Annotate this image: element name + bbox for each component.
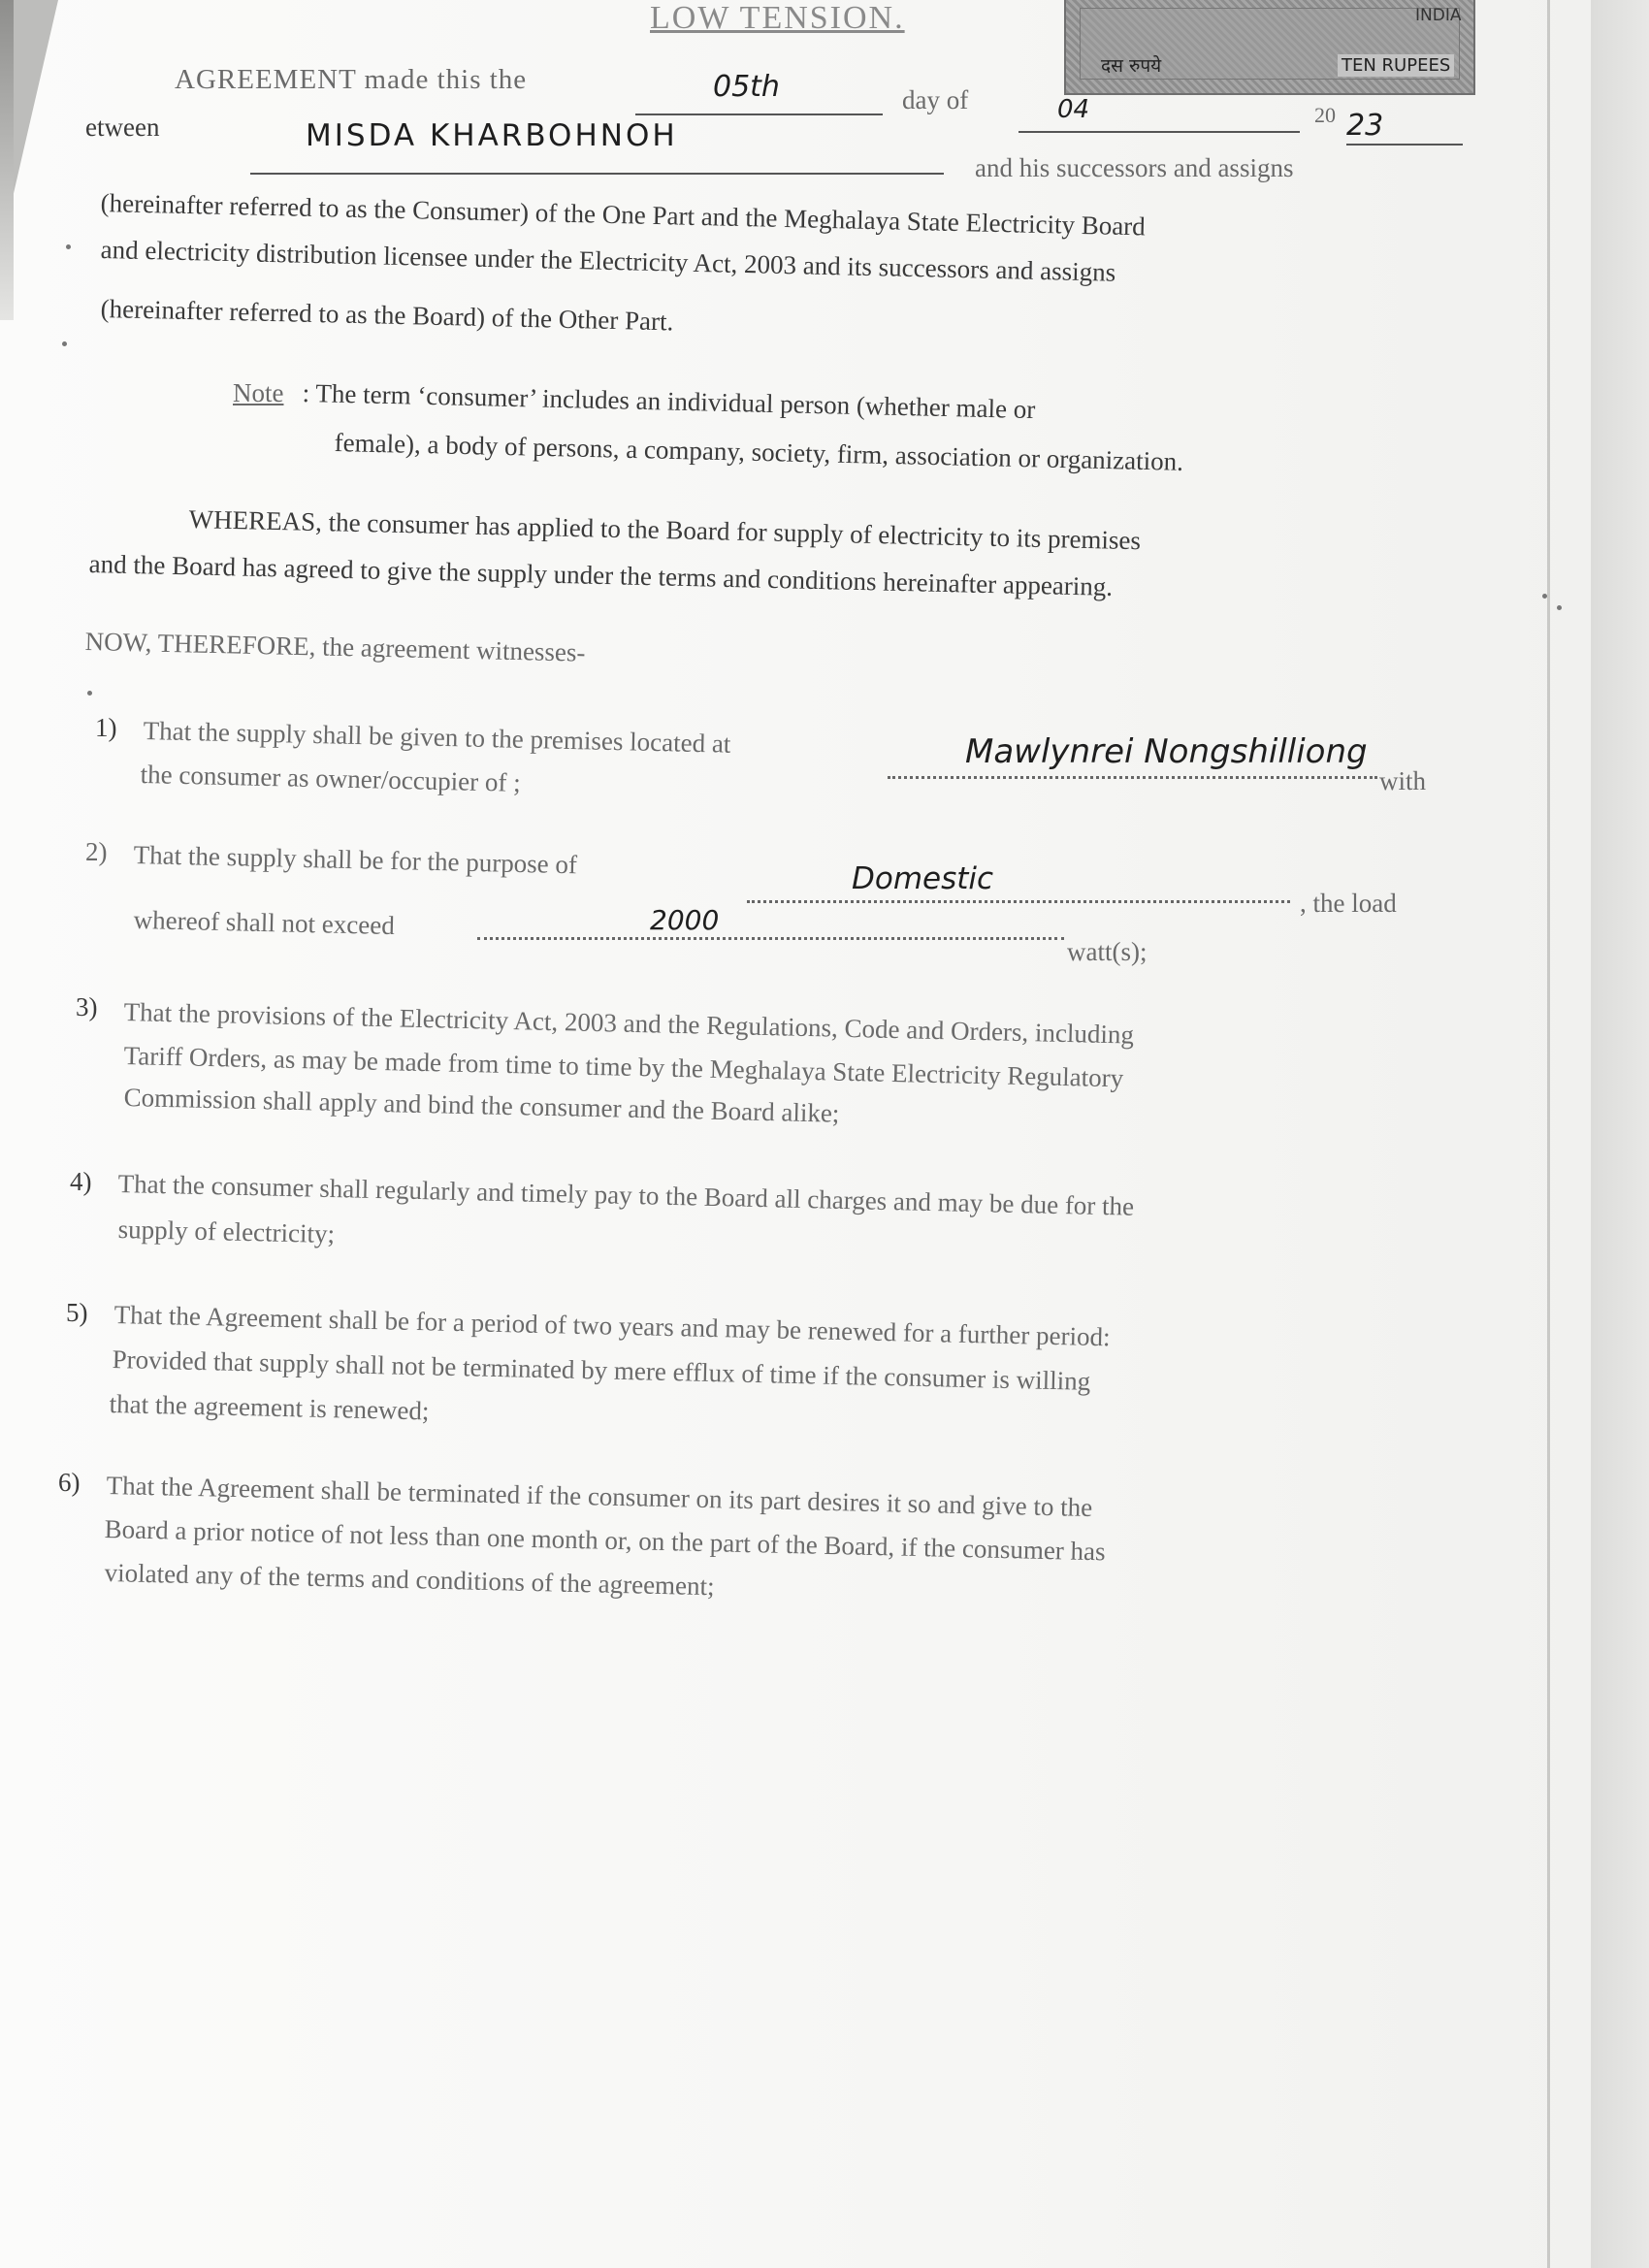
purpose-dotted-line (747, 900, 1290, 903)
clause-6-line-1: That the Agreement shall be terminated if the consumer on its part desires it so and give to the (106, 1471, 1093, 1523)
scan-speck (1542, 594, 1547, 599)
consumer-name-line (250, 173, 944, 175)
clause-5-line-1: That the Agreement shall be for a period of two years and may be renewed for a further period: (113, 1300, 1111, 1352)
scan-speck (1557, 605, 1562, 610)
clause-3-line-1: That the provisions of the Electricity Act, 2003 and the Regulations, Code and Orders, including (123, 997, 1135, 1050)
scan-speck (66, 244, 71, 249)
left-shadow (0, 0, 14, 320)
clause-2-line-2: whereof shall not exceed (133, 905, 396, 941)
clause-2-load: , the load (1300, 889, 1397, 918)
year-prefix: 20 (1314, 103, 1336, 127)
clause-1-line-1: That the supply shall be given to the premises located at (143, 716, 731, 759)
agreement-made-text: AGREEMENT made this the (175, 64, 528, 95)
clause-3-line-3: Commission shall apply and bind the consumer and the Board alike; (123, 1083, 840, 1128)
document-heading: LOW TENSION. (650, 0, 905, 36)
preamble-line-5: (hereinafter referred to as the Board) of the Other Part. (100, 294, 674, 337)
location-handwritten: Mawlynrei Nongshilliong (965, 732, 1368, 771)
scan-speck (87, 691, 92, 696)
note-line-2: female), a body of persons, a company, society, firm, association or organization. (334, 428, 1184, 476)
clause-1-number: 1) (95, 713, 117, 742)
stamp-paper-emblem (1064, 0, 1475, 95)
day-of-text: day of (902, 85, 969, 114)
location-dotted-line (888, 776, 1377, 779)
note-label: Note (233, 378, 284, 407)
clause-6-number: 6) (58, 1468, 81, 1497)
clause-6-line-3: violated any of the terms and conditions of the agreement; (104, 1558, 715, 1602)
clause-4-line-2: supply of electricity; (117, 1215, 336, 1249)
underlying-page-edge (1591, 0, 1649, 2268)
scan-speck (62, 341, 67, 346)
note-line-1: : The term ‘consumer’ includes an individual person (whether male or (302, 378, 1036, 425)
clause-1-with: with (1379, 766, 1427, 795)
preamble-line-4: and electricity distribution licensee under the Electricity Act, 2003 and its successors and assigns (100, 235, 1116, 287)
stamp-country-text: INDIA (1415, 6, 1462, 25)
page-edge (1547, 0, 1550, 2268)
clause-3-number: 3) (76, 992, 98, 1021)
now-therefore-text: NOW, THEREFORE, the agreement witnesses- (84, 627, 586, 667)
month-handwritten: 04 (1057, 95, 1090, 124)
clause-2-number: 2) (85, 837, 108, 866)
clause-4-number: 4) (70, 1167, 92, 1196)
clause-6-line-2: Board a prior notice of not less than one month or, on the part of the Board, if the consumer has (104, 1514, 1106, 1567)
clause-2-watts: watt(s); (1067, 937, 1148, 966)
clause-3-line-2: Tariff Orders, as may be made from time to time by the Meghalaya State Electricity Regulatory (123, 1041, 1124, 1093)
successors-text: and his successors and assigns (975, 153, 1294, 182)
month-line (1018, 131, 1300, 133)
load-dotted-line (477, 937, 1064, 940)
clause-5-number: 5) (66, 1298, 88, 1327)
load-handwritten: 2000 (650, 904, 720, 936)
clause-4-line-1: That the consumer shall regularly and timely pay to the Board all charges and may be due for the (117, 1169, 1135, 1221)
clause-5-line-2: Provided that supply shall not be terminated by mere efflux of time if the consumer is willing (112, 1345, 1091, 1396)
whereas-line-1: WHEREAS, the consumer has applied to the Board for supply of electricity to its premises (188, 504, 1142, 556)
year-line (1346, 144, 1463, 146)
year-handwritten: 23 (1346, 109, 1384, 143)
stamp-value-hindi: दस रुपये (1101, 55, 1162, 77)
between-text: etween (85, 113, 160, 142)
clause-1-line-2: the consumer as owner/occupier of ; (140, 760, 522, 797)
day-line (635, 113, 883, 115)
preamble-line-3: (hereinafter referred to as the Consumer) of the One Part and the Meghalaya State Electricity Board (100, 188, 1147, 242)
whereas-line-2: and the Board has agreed to give the supply under the terms and conditions hereinafter appearing. (88, 549, 1114, 601)
stamp-value-english: TEN RUPEES (1338, 54, 1454, 77)
purpose-handwritten: Domestic (852, 861, 994, 896)
day-handwritten: 05th (713, 70, 780, 104)
clause-5-line-3: that the agreement is renewed; (109, 1389, 430, 1426)
clause-2-line-1: That the supply shall be for the purpose of (133, 840, 578, 880)
consumer-name-handwritten: MISDA KHARBOHNOH (306, 118, 678, 153)
